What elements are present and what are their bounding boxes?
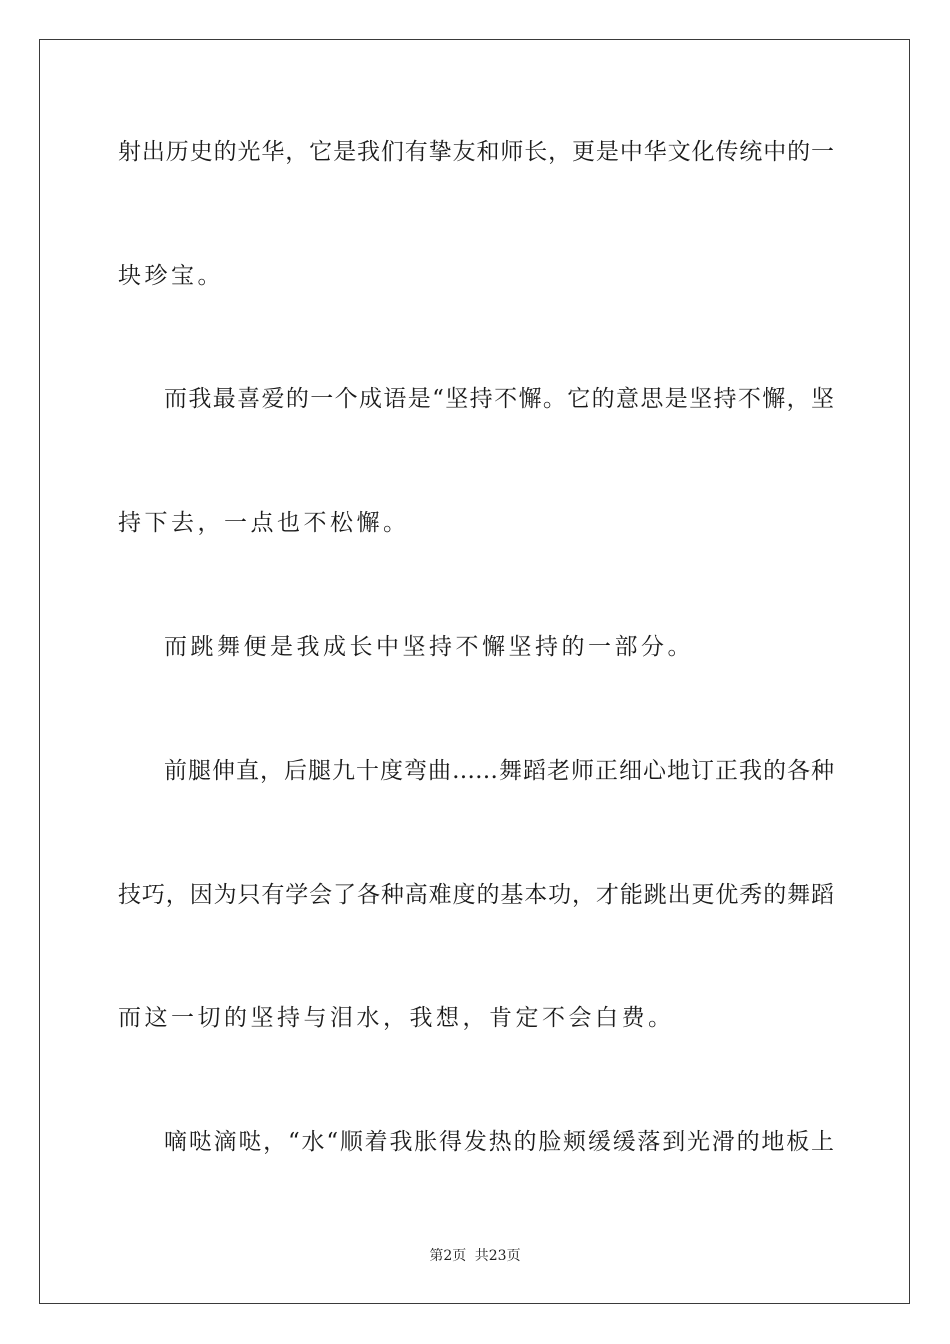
page-footer — [0, 1246, 950, 1266]
paragraph-line: 而跳舞便是我成长中坚持不懈坚持的一部分。 — [164, 634, 694, 660]
page-number: 第2页 — [429, 1248, 467, 1264]
text-line: 技巧，因为只有学会了各种高难度的基本功，才能跳出更优秀的舞蹈 — [118, 882, 834, 908]
page-total: 共23页 — [474, 1248, 521, 1264]
text-line: 块珍宝。 — [118, 263, 224, 289]
paragraph-line: 前腿伸直，后腿九十度弯曲……舞蹈老师正细心地订正我的各种 — [164, 758, 834, 784]
text-line: 持下去，一点也不松懈。 — [118, 510, 410, 536]
text-line: 而这一切的坚持与泪水，我想，肯定不会白费。 — [118, 1005, 675, 1031]
paragraph-line: 嘀哒滴哒，“水“顺着我胀得发热的脸颊缓缓落到光滑的地板上 — [164, 1129, 834, 1155]
paragraph-line: 而我最喜爱的一个成语是“坚持不懈。它的意思是坚持不懈，坚 — [164, 386, 834, 412]
page-border — [39, 39, 910, 1304]
text-line: 射出历史的光华，它是我们有挚友和师长，更是中华文化传统中的一 — [118, 139, 834, 165]
